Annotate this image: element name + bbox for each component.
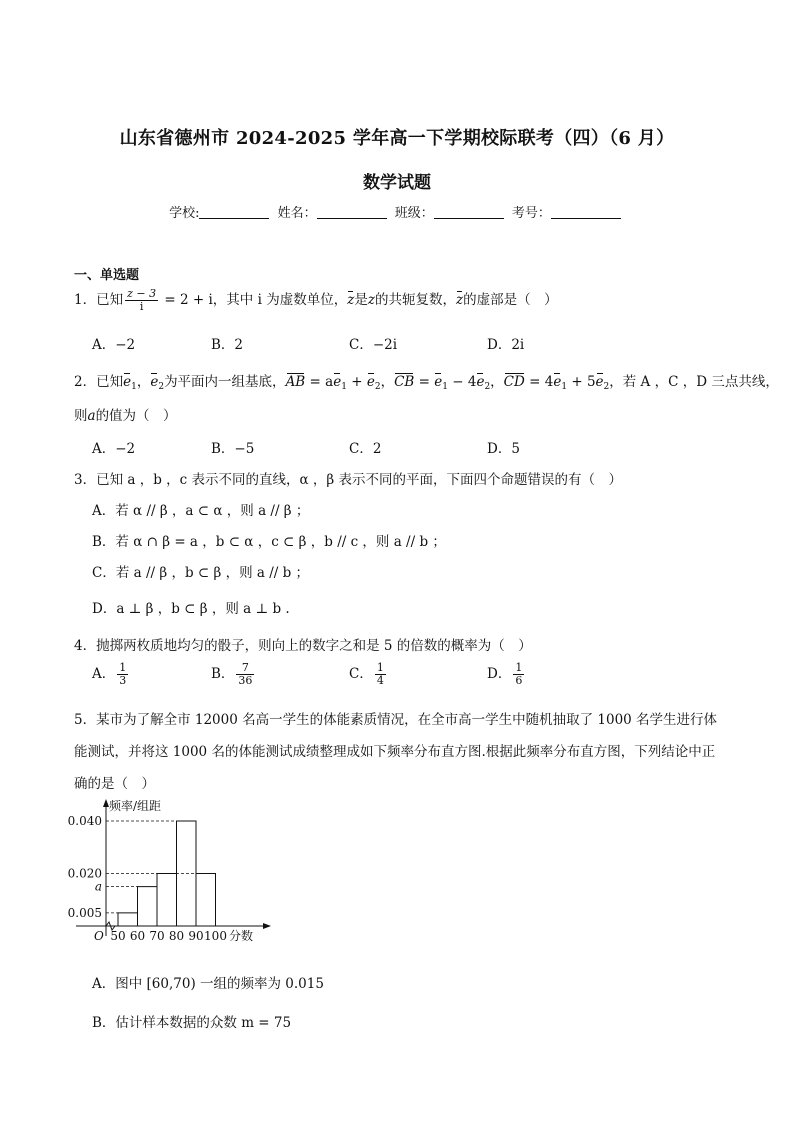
question-5-line1: 5．某市为了解全市 12000 名高一学生的体能素质情况，在全市高一学生中随机抽取了 1000 名学生进行体 bbox=[74, 712, 718, 728]
class-blank[interactable] bbox=[434, 205, 504, 219]
q1-number: 1．已知 bbox=[74, 292, 124, 308]
q2-option-d[interactable]: D．5 bbox=[487, 441, 520, 457]
question-4-stem: 4．抛掷两枚质地均匀的骰子，则向上的数字之和是 5 的倍数的概率为（ ） bbox=[74, 638, 532, 654]
name-blank[interactable] bbox=[317, 205, 387, 219]
student-info-row bbox=[0, 202, 794, 221]
school-label: 学校: bbox=[169, 206, 200, 221]
question-3-stem: 3．已知 a ，b ，c 表示不同的直线，α ，β 表示不同的平面，下面四个命题错误的有（ ） bbox=[74, 472, 623, 488]
q1-option-c[interactable]: C．−2i bbox=[349, 337, 398, 353]
y-tick-label: a bbox=[94, 879, 102, 894]
exam-subtitle: 数学试题 bbox=[363, 173, 431, 193]
q4-option-b[interactable]: B． $\frac{7}{36}$ bbox=[211, 661, 253, 687]
section-heading: 一、单选题 bbox=[74, 268, 140, 283]
q1-option-d[interactable]: D．2i bbox=[487, 337, 525, 353]
question-5-line3: 确的是（ ） bbox=[74, 776, 155, 792]
q4-option-c[interactable]: C． $\frac{1}{4}$ bbox=[349, 661, 384, 687]
q5-option-b[interactable]: B．估计样本数据的众数 m = 75 bbox=[92, 1015, 292, 1031]
x-tick-label: 90 bbox=[188, 929, 204, 943]
question-2-stem: 2．已知$e_1$，$e_2$为平面内一组基底，AB = $ae_1 + e_2$，CB = $e_1 - 4e_2$，CD = $4e_1 + 5e_2$，若 A ，C ，D 三点共线， bbox=[74, 374, 779, 392]
histogram-bar bbox=[118, 913, 138, 926]
q2-option-b[interactable]: B．−5 bbox=[211, 441, 255, 457]
q3-option-a[interactable]: A．若 α // β ，a ⊂ α ，则 a // β ； bbox=[92, 503, 310, 519]
q5-option-a[interactable]: A．图中 [60,70) 一组的频率为 0.015 bbox=[92, 976, 324, 992]
histogram-bar bbox=[196, 874, 216, 927]
exam-number-blank[interactable] bbox=[551, 205, 621, 219]
q2-option-a[interactable]: A．−2 bbox=[92, 441, 136, 457]
question-1-stem: 1．已知 $\frac{z - 3}{i}$ = 2 + i，其中 i 为虚数单位，z是z的共轭复数，z的虚部是（ ） bbox=[74, 287, 558, 313]
q1-option-a[interactable]: A．−2 bbox=[92, 337, 136, 353]
x-axis-label: 分数 bbox=[229, 929, 254, 943]
exam-number-label: 考号： bbox=[511, 206, 551, 221]
q1-conjugate-z: z bbox=[347, 292, 355, 308]
q3-option-b[interactable]: B．若 α ∩ β = a ，b ⊂ α ，c ⊂ β ，b // c ，则 a // b ； bbox=[92, 534, 446, 550]
histogram-bar bbox=[138, 887, 158, 926]
y-tick-label: 0.005 bbox=[67, 905, 102, 920]
q1-fraction: $\frac{z - 3}{i}$ bbox=[127, 287, 157, 313]
x-tick-label: 80 bbox=[168, 929, 185, 943]
class-label: 班级： bbox=[394, 206, 434, 221]
name-label: 姓名： bbox=[277, 206, 317, 221]
q3-option-d[interactable]: D．a ⊥ β ，b ⊂ β ，则 a ⊥ b . bbox=[92, 601, 290, 617]
q4-option-d[interactable]: D． $\frac{1}{6}$ bbox=[487, 661, 523, 687]
q4-option-a[interactable]: A． $\frac{1}{3}$ bbox=[92, 661, 127, 687]
x-tick-label: 60 bbox=[129, 929, 146, 943]
histogram-bar bbox=[157, 874, 177, 927]
frequency-histogram bbox=[66, 796, 286, 956]
q1-option-b[interactable]: B．2 bbox=[211, 337, 244, 353]
x-tick-label: 70 bbox=[149, 929, 165, 943]
q3-option-c[interactable]: C．若 a // β ，b ⊂ β ，则 a // b ； bbox=[92, 565, 310, 581]
x-axis-arrow bbox=[263, 923, 271, 929]
y-axis-label: 频率/组距 bbox=[109, 799, 162, 813]
school-blank[interactable] bbox=[199, 205, 269, 219]
q2-option-c[interactable]: C．2 bbox=[349, 441, 382, 457]
y-tick-label: 0.020 bbox=[67, 866, 102, 881]
question-5-line2: 能测试，并将这 1000 名的体能测试成绩整理成如下频率分布直方图.根据此频率分布直方图，下列结论中正 bbox=[74, 744, 716, 760]
y-tick-label: 0.040 bbox=[67, 814, 102, 828]
origin-label: O bbox=[94, 929, 104, 943]
exam-title: 山东省德州市 2024-2025 学年高一下学期校际联考（四）（6 月） bbox=[119, 128, 675, 149]
x-tick-label: 50 bbox=[110, 929, 126, 943]
question-2-line2: 则a的值为（ ） bbox=[74, 408, 177, 424]
x-tick-label: 100 bbox=[204, 929, 227, 943]
